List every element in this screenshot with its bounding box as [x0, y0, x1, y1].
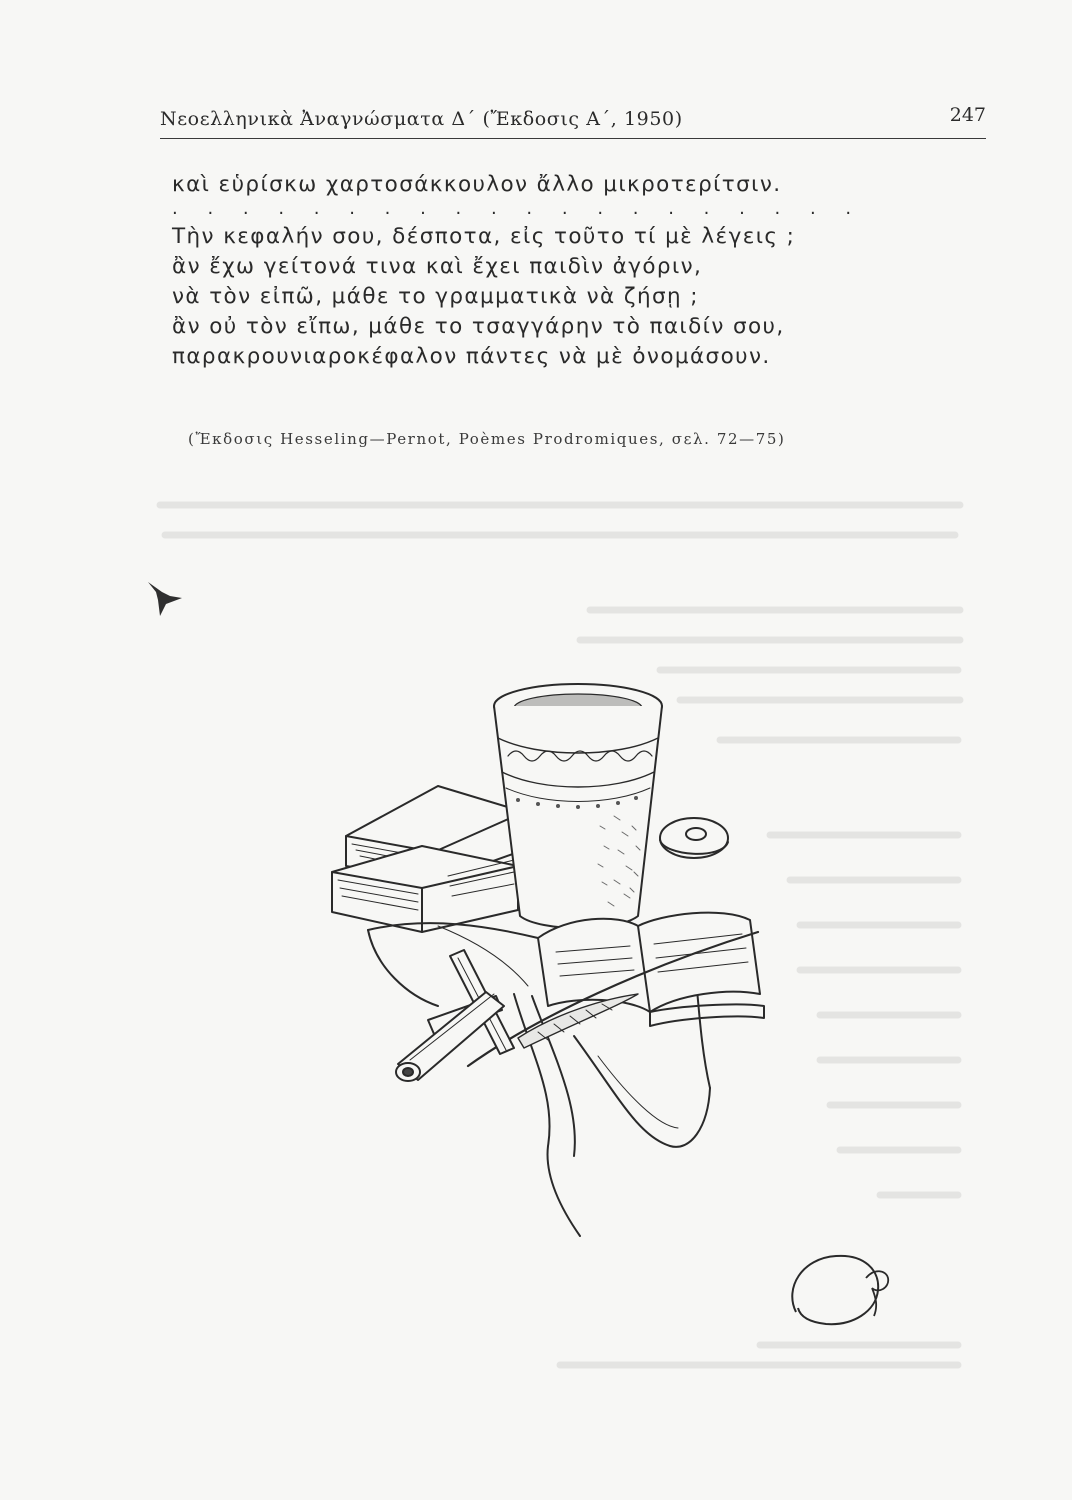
- verse-line: καὶ εὑρίσκω χαρτοσάκκουλον ἄλλο μικροτερίτσιν.: [172, 172, 782, 197]
- rolled-scroll: [396, 992, 504, 1081]
- verse-line: παρακρουνιαροκέφαλον πάντες νὰ μὲ ὀνομάσουν.: [172, 344, 771, 369]
- running-head-title: Νεοελληνικὰ Ἀναγνώσματα Δ΄ (Ἔκδοσις Α΄, 1950): [160, 108, 683, 130]
- verse-line: Τὴν κεφαλήν σου, δέσποτα, εἰς τοῦτο τί μὲ λέγεις ;: [172, 224, 796, 249]
- page-number: 247: [949, 104, 986, 126]
- stacked-books: [332, 786, 524, 932]
- round-object: [660, 818, 728, 858]
- running-head: [160, 104, 986, 139]
- carved-cup: [494, 684, 662, 928]
- still-life-illustration: [318, 676, 766, 1240]
- verse-line: ἂν οὐ τὸν εἴπω, μάθε το τσαγγάρην τὸ παιδίν σου,: [172, 314, 785, 339]
- handwritten-signature: [782, 1248, 898, 1332]
- verse-line: ἂν ἔχω γείτονά τινα καὶ ἔχει παιδὶν ἀγόριν,: [172, 254, 703, 279]
- ink-blot-mark: [146, 578, 186, 618]
- ellipsis-line: . . . . . . . . . . . . . . . . . . . .: [172, 198, 864, 219]
- source-citation: (Ἔκδοσις Hesseling—Pernot, Poèmes Prodromiques, σελ. 72—75): [188, 430, 786, 448]
- verse-block: [172, 170, 972, 372]
- verse-line: νὰ τὸν εἰπῶ, μάθε το γραμματικὰ νὰ ζήσῃ ;: [172, 284, 699, 309]
